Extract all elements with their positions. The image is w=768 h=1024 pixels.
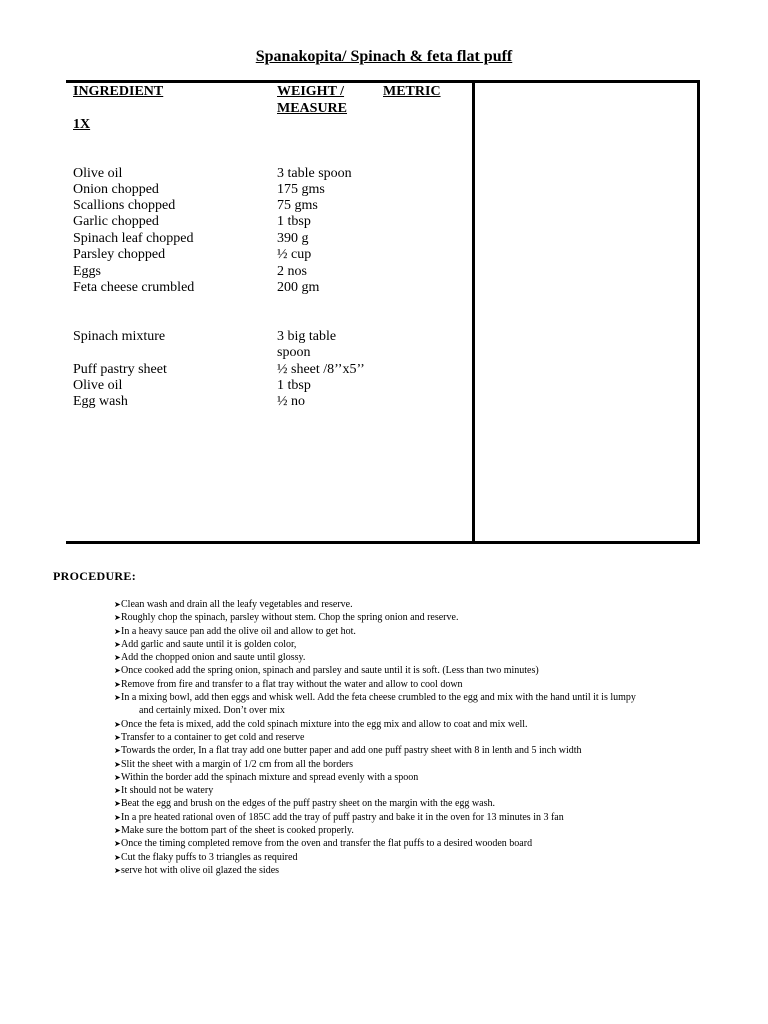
recipe-title: Spanakopita/ Spinach & feta flat puff (255, 48, 513, 65)
ingredient-qty: 200 gm (277, 280, 320, 295)
procedure-step: ➤ It should not be watery (114, 784, 734, 797)
ingredient-qty: 3 big table (277, 329, 337, 344)
ingredient-name: Spinach leaf chopped (73, 231, 194, 246)
ingredient-name: Spinach mixture (73, 329, 166, 344)
procedure-step: ➤ serve hot with olive oil glazed the sides (114, 864, 734, 877)
procedure-step-text: In a mixing bowl, add then eggs and whisk well. Add the feta cheese crumbled to the egg and mix with the hand until it is lumpy (121, 692, 636, 704)
ingredient-qty: 2 nos (277, 264, 307, 279)
procedure-step: ➤ Beat the egg and brush on the edges of the puff pastry sheet on the margin with the egg wash. (114, 797, 734, 810)
procedure-step: ➤ Within the border add the spinach mixture and spread evenly with a spoon (114, 771, 734, 784)
ingredient-qty: ½ sheet /8’’x5’’ (277, 362, 365, 377)
ingredient-qty: 3 table spoon (277, 166, 352, 181)
procedure-step: ➤ Once cooked add the spring onion, spinach and parsley and saute until it is soft. (Less than two minutes) (114, 664, 734, 677)
header-ingredient: INGREDIENT (73, 84, 164, 99)
procedure-step: ➤ Make sure the bottom part of the sheet is cooked properly. (114, 824, 734, 837)
procedure-heading: PROCEDURE: (53, 569, 136, 583)
ingredient-name: Garlic chopped (73, 214, 159, 229)
procedure-step: ➤ Once the timing completed remove from the oven and transfer the flat puffs to a desired wooden board (114, 837, 734, 850)
procedure-step: ➤ Clean wash and drain all the leafy vegetables and reserve. (114, 598, 734, 611)
ingredient-qty: 1 tbsp (277, 214, 311, 229)
ingredient-qty: ½ no (277, 394, 305, 409)
procedure-step: ➤ Roughly chop the spinach, parsley without stem. Chop the spring onion and reserve. (114, 611, 734, 624)
header-measure: MEASURE (277, 101, 348, 116)
ingredient-name: Feta cheese crumbled (73, 280, 195, 295)
procedure-steps (114, 598, 734, 877)
ingredient-table (66, 80, 700, 544)
procedure-step: ➤ Cut the flaky puffs to 3 triangles as required (114, 851, 734, 864)
procedure-step: ➤ Add the chopped onion and saute until glossy. (114, 651, 734, 664)
procedure-step: ➤ Once the feta is mixed, add the cold spinach mixture into the egg mix and allow to coat and mix well. (114, 718, 734, 731)
ingredient-qty: ½ cup (277, 247, 312, 262)
procedure-step: ➤ Remove from fire and transfer to a flat tray without the water and allow to cool down (114, 678, 734, 691)
procedure-step-continuation: and certainly mixed. Don’t over mix (139, 705, 285, 717)
ingredient-qty: 1 tbsp (277, 378, 311, 393)
procedure-step (114, 691, 734, 718)
header-yield: 1X (73, 117, 91, 132)
procedure-step: ➤ In a heavy sauce pan add the olive oil and allow to get hot. (114, 625, 734, 638)
ingredient-qty-continuation: spoon (277, 345, 311, 360)
ingredient-qty: 75 gms (277, 198, 318, 213)
procedure-step: ➤ Transfer to a container to get cold and reserve (114, 731, 734, 744)
header-metric: METRIC (383, 84, 441, 99)
procedure-step: ➤ In a pre heated rational oven of 185C add the tray of puff pastry and bake it in the oven for 13 minutes in 3 fan (114, 811, 734, 824)
procedure-step: ➤ Add garlic and saute until it is golden color, (114, 638, 734, 651)
ingredient-name: Olive oil (73, 378, 123, 393)
ingredient-qty: 175 gms (277, 182, 325, 197)
table-column-divider (472, 80, 475, 544)
ingredient-name: Olive oil (73, 166, 123, 181)
ingredient-name: Eggs (73, 264, 101, 279)
procedure-step: ➤ Slit the sheet with a margin of 1/2 cm from all the borders (114, 758, 734, 771)
procedure-step: ➤ Towards the order, In a flat tray add one butter paper and add one puff pastry sheet with 8 in lenth and 5 inch width (114, 744, 734, 757)
ingredient-name: Puff pastry sheet (73, 362, 167, 377)
ingredient-name: Onion chopped (73, 182, 159, 197)
ingredient-name: Egg wash (73, 394, 128, 409)
ingredient-name: Parsley chopped (73, 247, 166, 262)
ingredient-qty: 390 g (277, 231, 309, 246)
header-weight: WEIGHT / (277, 84, 345, 99)
ingredient-name: Scallions chopped (73, 198, 176, 213)
